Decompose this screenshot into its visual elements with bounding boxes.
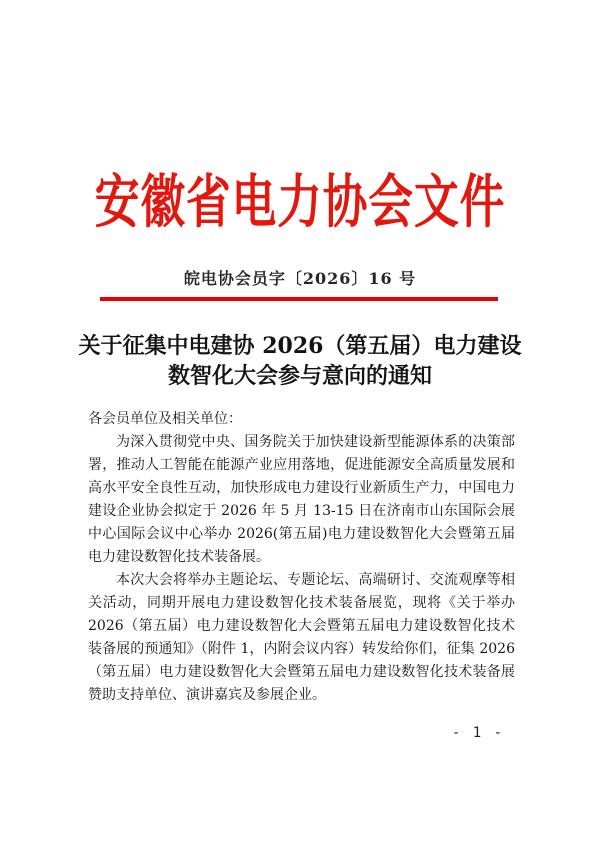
document-title-line2: 数智化大会参与意向的通知 (167, 363, 432, 389)
letterhead-title: 安徽省电力协会文件 (94, 168, 506, 236)
doc-number: 皖电协会员字〔2026〕16 号 (183, 269, 417, 288)
letterhead (0, 156, 600, 238)
document-title-line1: 关于征集中电建协 2026（第五届）电力建设 (78, 333, 522, 359)
body-paragraph-2: 本次大会将举办主题论坛、专题论坛、高端研讨、交流观摩等相关活动，同期开展电力建设数智化技术装备展览，现将《关于举办 2026（第五届）电力建设数智化大会暨第五届电力建设数智化技术装备展的预通知》（附件 1，内附会议内容）转发给你们，征集 2026（第五届）电力建设数智化大会暨第五届电力建设数智化技术装备展赞助支持单位、演讲嘉宾及参展企业。 (88, 572, 515, 703)
red-separator-rule (100, 297, 498, 301)
document-title (50, 331, 550, 391)
body-paragraph-1: 为深入贯彻党中央、国务院关于加快建设新型能源体系的决策部署，推动人工智能在能源产业应用落地，促进能源安全高质量发展和高水平安全良性互动，加快形成电力建设行业新质生产力，中国电力建设企业协会拟定于 2026 年 5 月 13-15 日在济南市山东国际会展中心国际会议中心举办 2026(第五届)电力建设数智化大会暨第五届电力建设数智化技术装备展。 (88, 434, 515, 565)
page-number: - 1 - (451, 725, 505, 741)
document-body (88, 408, 515, 707)
salutation: 各会员单位及相关单位： (88, 411, 242, 427)
